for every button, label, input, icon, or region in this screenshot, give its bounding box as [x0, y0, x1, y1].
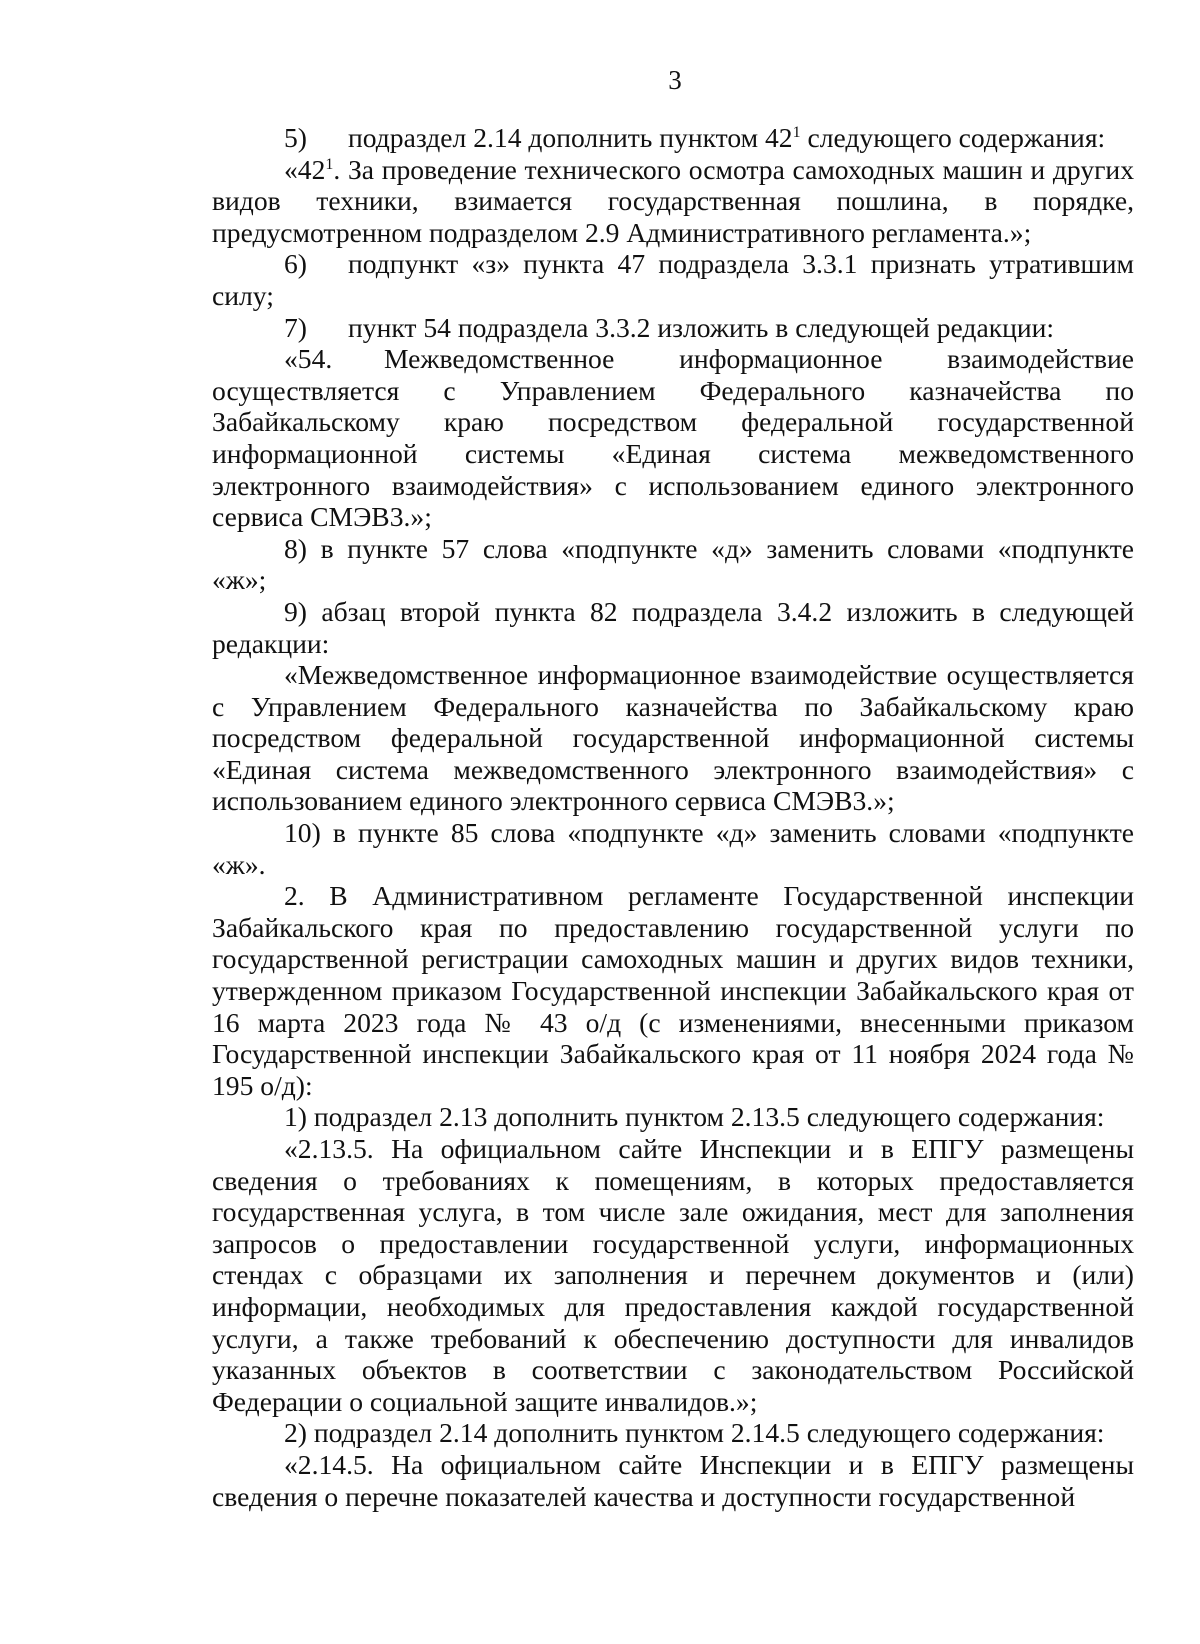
- paragraph-item-8: [212, 533, 1134, 596]
- paragraph-quote-interaction: [212, 659, 1134, 817]
- paragraph-text: 10) в пункте 85 слова «подпункте «д» заменить словами «подпункте «ж».: [212, 817, 1134, 880]
- item-number: 6): [284, 248, 307, 280]
- paragraph-text: «42: [284, 153, 326, 185]
- paragraph-subitem-2: [212, 1417, 1134, 1449]
- paragraph-text: Межведомственное информационное взаимодействие осуществляется с Управлением Федерального казначейства по Забайкальскому краю посредством федеральной государственной информационной системы «Единая система межведомственного электронного взаимодействия» с использованием единого электронного сервиса СМЭВ3.»;: [212, 343, 1134, 533]
- document-body: [212, 122, 1134, 1512]
- paragraph-text: 2) подраздел 2.14 дополнить пунктом 2.14.5 следующего содержания:: [284, 1417, 1105, 1449]
- paragraph-text: 1) подраздел 2.13 дополнить пунктом 2.13.5 следующего содержания:: [284, 1101, 1105, 1133]
- paragraph-quote-2-14-5: [212, 1449, 1134, 1512]
- item-number: 5): [284, 122, 307, 153]
- paragraph-text-tail: следующего содержания:: [800, 122, 1106, 153]
- paragraph-item-5: [212, 122, 1134, 154]
- paragraph-item-9: [212, 596, 1134, 659]
- paragraph-text: 2. В Административном регламенте Государственной инспекции Забайкальского края по предоставлению государственной услуги по государственной регистрации самоходных машин и других видов техники, утвержденном приказом Государственной инспекции Забайкальского края от 16 марта 2023 года № 43 о/д (с изменениями, внесенными приказом Государственной инспекции Забайкальского края от 11 ноября 2024 года № 195 о/д):: [212, 880, 1134, 1101]
- paragraph-quote-54: [212, 343, 1134, 533]
- paragraph-text-tail: . За проведение технического осмотра самоходных машин и других видов техники, взимается государственная пошлина, в порядке, предусмотренном подразделом 2.9 Административного регламента.»;: [212, 153, 1134, 248]
- superscript: 1: [792, 123, 801, 141]
- item-number: «54.: [284, 343, 333, 375]
- paragraph-text: подпункт «з» пункта 47 подраздела 3.3.1 признать утратившим силу;: [212, 248, 1134, 311]
- paragraph-text: 9) абзац второй пункта 82 подраздела 3.4.2 изложить в следующей редакции:: [212, 595, 1134, 659]
- paragraph-section-2: [212, 880, 1134, 1101]
- paragraph-text: пункт 54 подраздела 3.3.2 изложить в следующей редакции:: [348, 311, 1055, 343]
- paragraph-text: подраздел 2.14 дополнить пунктом 42: [348, 122, 793, 153]
- page-number: 3: [668, 65, 682, 95]
- paragraph-text: «Межведомственное информационное взаимодействие осуществляется с Управлением Федерального казначейства по Забайкальскому краю посредством федеральной государственной информационной системы «Единая система межведомственного электронного взаимодействия» с использованием единого электронного сервиса СМЭВ3.»;: [212, 659, 1134, 817]
- paragraph-text: «2.14.5. На официальном сайте Инспекции и в ЕПГУ размещены сведения о перечне показателей качества и доступности государственной: [212, 1448, 1134, 1512]
- paragraph-text: «2.13.5. На официальном сайте Инспекции и в ЕПГУ размещены сведения о требованиях к помещениям, в которых предоставляется государственная услуга, в том числе зале ожидания, мест для заполнения запросов о предоставлении государственной услуги, информационных стендах с образцами их заполнения и перечнем документов и (или) информации, необходимых для предоставления каждой государственной услуги, а также требований к обеспечению доступности для инвалидов указанных объектов в соответствии с законодательством Российской Федерации о социальной защите инвалидов.»;: [212, 1133, 1134, 1417]
- item-number: 7): [284, 311, 307, 343]
- paragraph-subitem-1: [212, 1101, 1134, 1133]
- paragraph-item-7: [212, 312, 1134, 344]
- superscript: 1: [325, 155, 334, 173]
- paragraph-item-6: [212, 248, 1134, 311]
- paragraph-item-10: [212, 817, 1134, 880]
- paragraph-quote-42-1: [212, 154, 1134, 249]
- paragraph-quote-2-13-5: [212, 1133, 1134, 1417]
- paragraph-text: 8) в пункте 57 слова «подпункте «д» заменить словами «подпункте «ж»;: [212, 532, 1134, 596]
